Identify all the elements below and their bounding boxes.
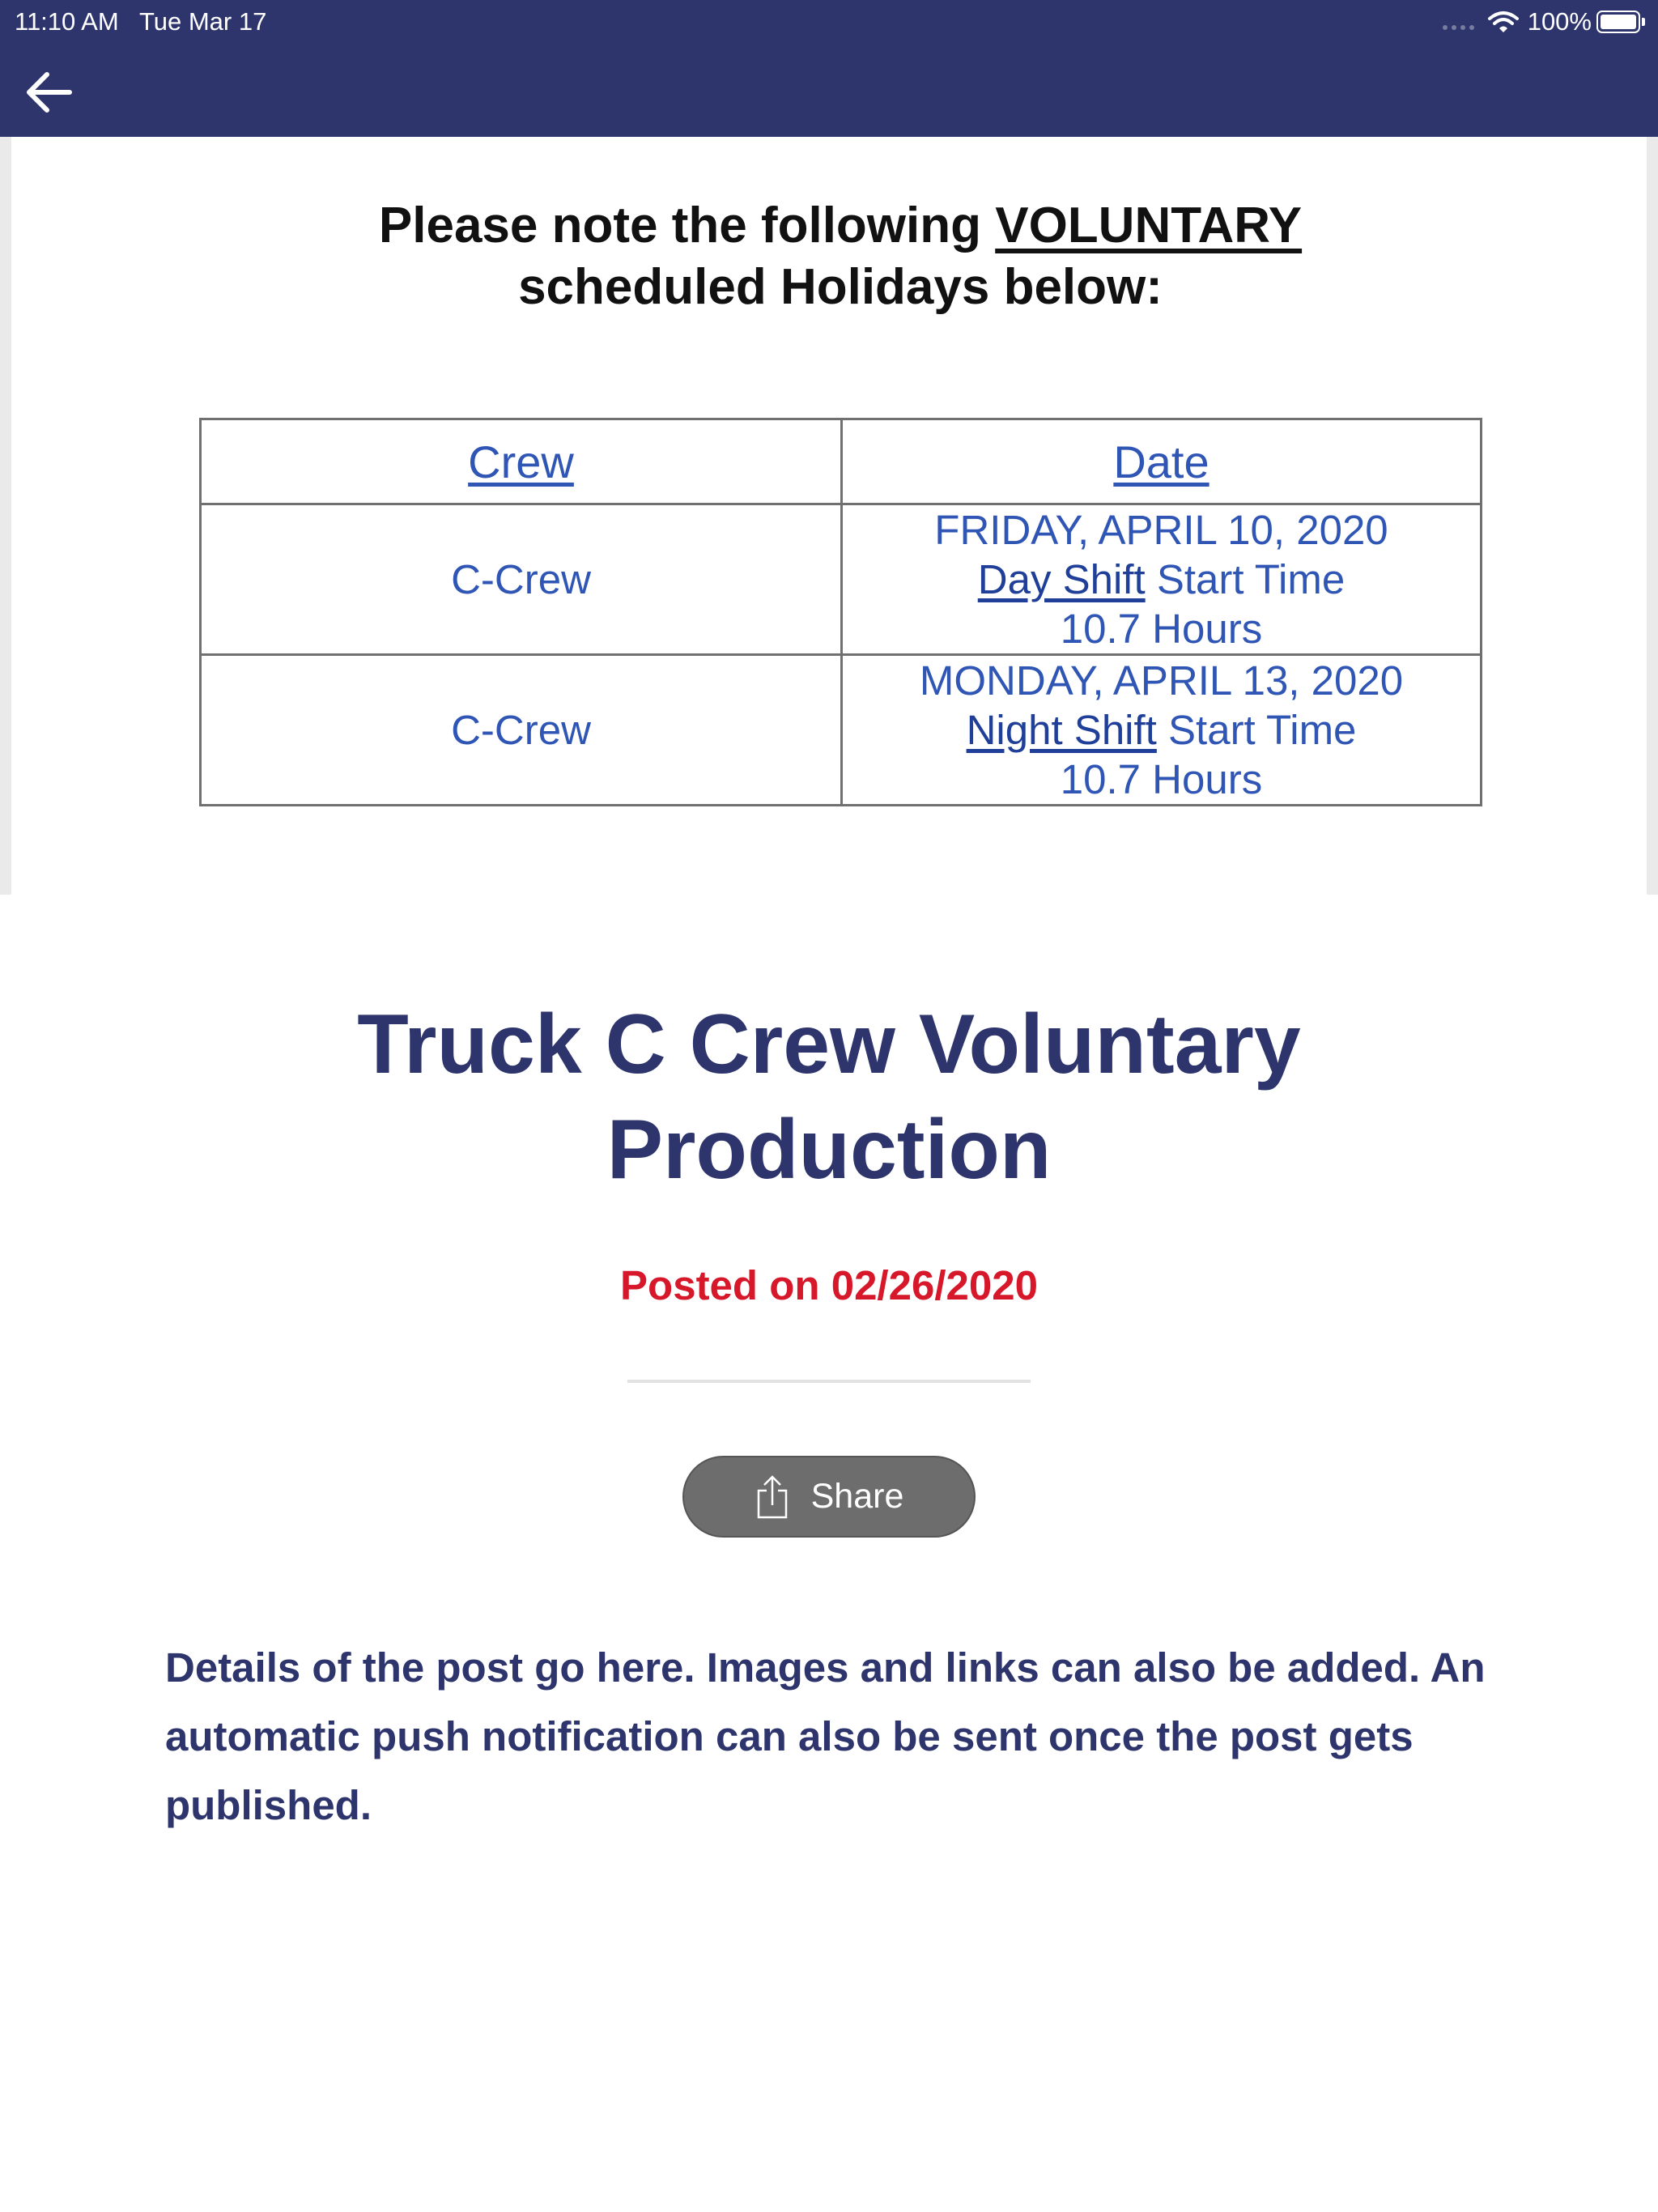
shift-suffix: Start Time — [1156, 707, 1357, 753]
share-icon — [755, 1474, 790, 1520]
signal-icon — [1443, 25, 1474, 30]
post-title-line2: Production — [606, 1103, 1052, 1197]
column-header-date: Date — [842, 419, 1482, 504]
status-time-date: 11:10 AM Tue Mar 17 — [15, 7, 267, 36]
notice-heading-line2: scheduled Holidays below: — [518, 259, 1163, 315]
arrow-left-icon — [23, 70, 74, 115]
hours-text: 10.7 Hours — [1060, 606, 1263, 652]
column-header-crew: Crew — [201, 419, 842, 504]
divider — [627, 1380, 1031, 1383]
battery-icon — [1596, 11, 1645, 33]
app-header — [0, 0, 1658, 137]
wifi-icon — [1487, 10, 1520, 34]
posted-date: Posted on 02/26/2020 — [620, 1262, 1038, 1308]
notice-heading — [11, 195, 1658, 318]
date-text: MONDAY, APRIL 13, 2020 — [919, 657, 1404, 704]
share-label: Share — [810, 1477, 904, 1516]
shift-line — [843, 705, 1480, 755]
notice-heading-emphasis: VOLUNTARY — [995, 198, 1303, 253]
shift-line — [843, 555, 1480, 604]
table-header-row — [201, 419, 1482, 504]
battery-percentage: 100% — [1527, 7, 1592, 36]
shift-name: Day Shift — [977, 556, 1146, 602]
post-title-line1: Truck C Crew Voluntary — [357, 998, 1301, 1091]
status-indicators — [1443, 6, 1645, 37]
shift-suffix: Start Time — [1145, 556, 1346, 602]
back-button[interactable] — [18, 63, 79, 121]
table-row — [201, 655, 1482, 806]
crew-cell: C-Crew — [201, 504, 842, 655]
hours-text: 10.7 Hours — [1060, 756, 1263, 802]
notice-heading-prefix: Please note the following — [378, 198, 996, 253]
post-title — [0, 992, 1658, 1202]
share-button[interactable] — [682, 1456, 976, 1538]
date-text: FRIDAY, APRIL 10, 2020 — [934, 507, 1388, 553]
post-image — [0, 137, 1658, 895]
date-cell — [842, 504, 1482, 655]
post-details: Details of the post go here. Images and links can also be added. An automatic push notification can also be sent once the post gets published. — [165, 1644, 1486, 1828]
holiday-table — [199, 418, 1482, 806]
table-row — [201, 504, 1482, 655]
notice-heading-line1 — [11, 195, 1658, 257]
date-cell — [842, 655, 1482, 806]
crew-cell: C-Crew — [201, 655, 842, 806]
shift-name: Night Shift — [966, 707, 1157, 753]
